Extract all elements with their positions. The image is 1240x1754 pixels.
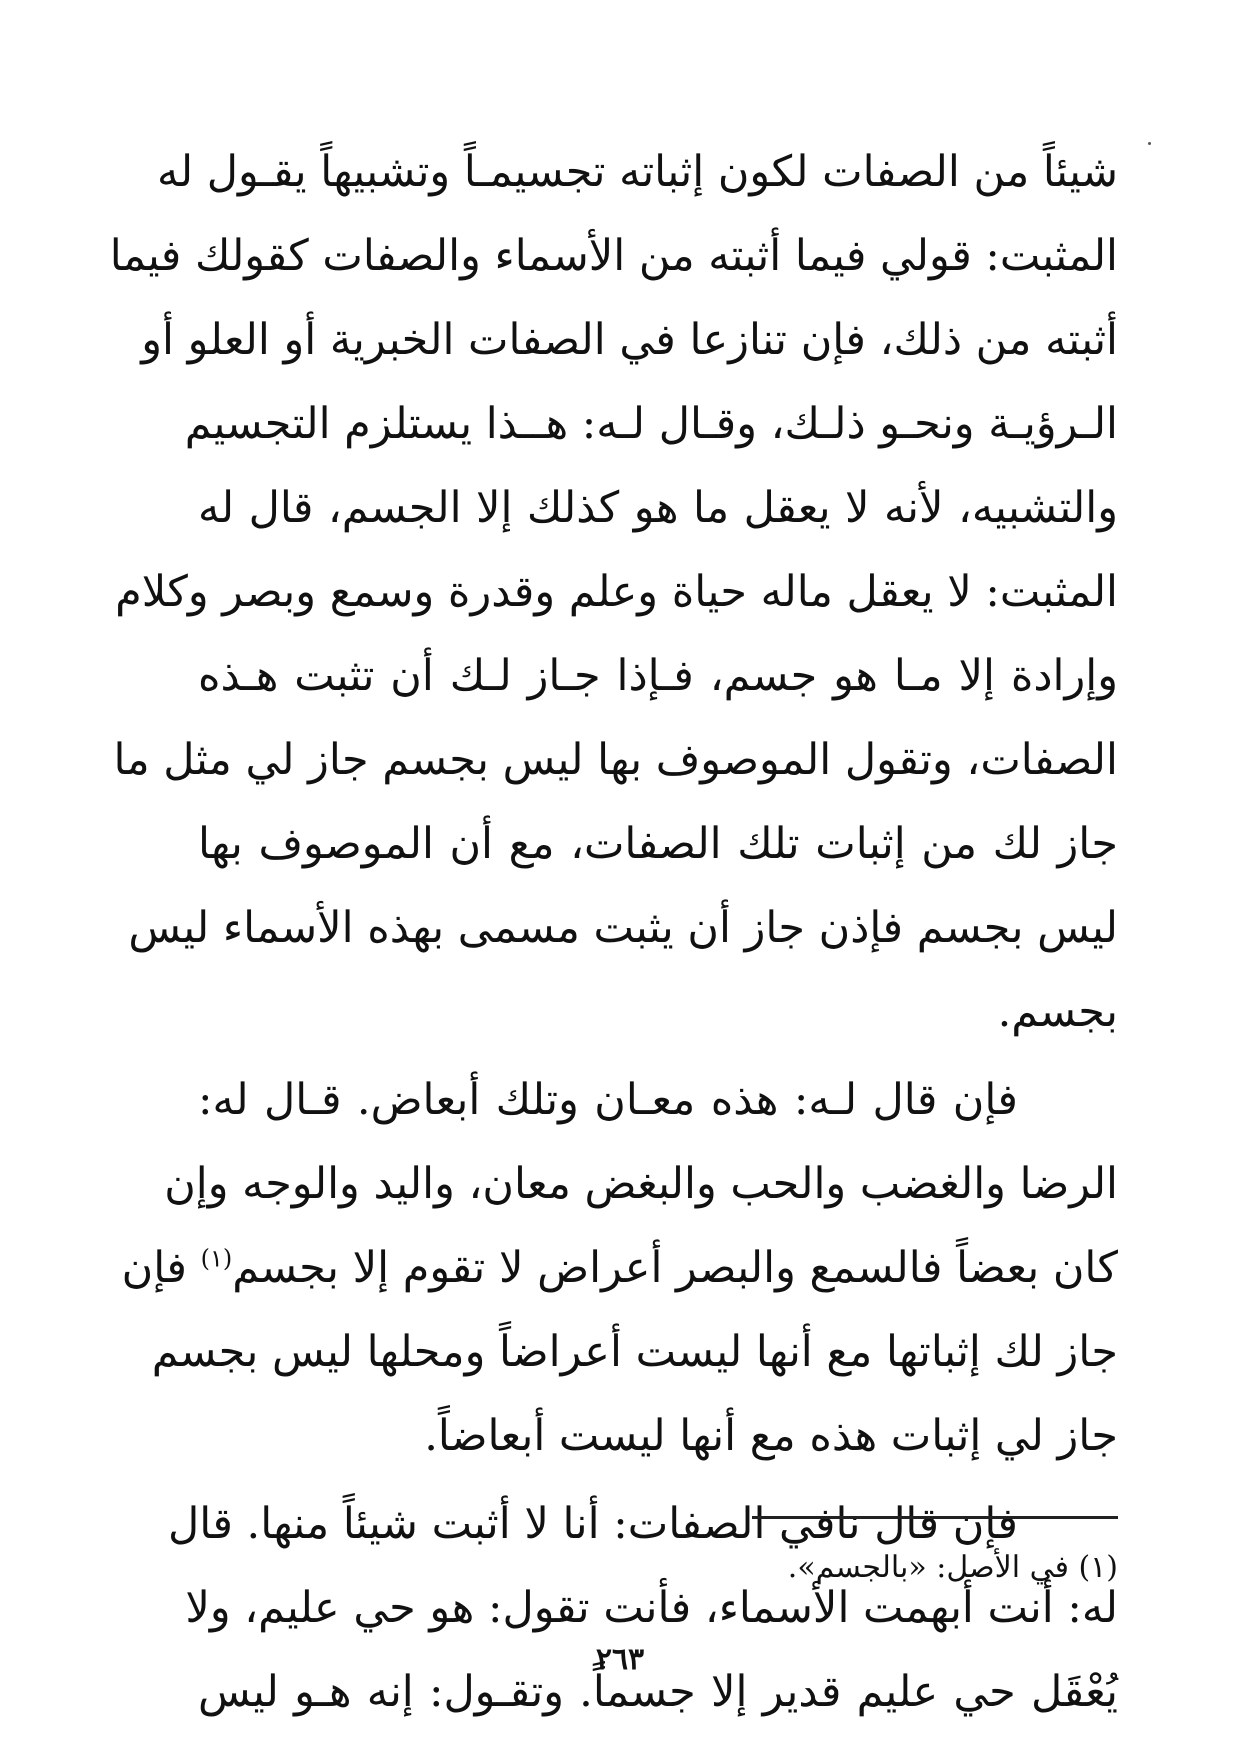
text-line: جاز لي إثبات هذه مع أنها ليست أبعاضاً. xyxy=(424,1411,1118,1461)
text-line: فإن قال لـه: هذه معـان وتلك أبعاض. قـال له: xyxy=(198,1075,1018,1125)
text-line: الصفات، وتقول الموصوف بها ليس بجسم جاز لي مثل ما xyxy=(113,735,1118,785)
text-fragment: كان بعضاً فالسمع والبصر أعراض لا تقوم إلا بجسم xyxy=(232,1243,1118,1293)
main-text xyxy=(109,130,1118,1734)
text-line: فإن قال نافي الصفات: أنا لا أثبت شيئاً منها. قال xyxy=(167,1499,1018,1549)
footnote-divider xyxy=(752,1516,1118,1519)
text-line: جاز لك من إثبات تلك الصفات، مع أن الموصوف بها xyxy=(198,819,1118,869)
footnote: (١) في الأصل: «بالجسم». xyxy=(787,1550,1118,1585)
page-number: ٢٦٣ xyxy=(595,1642,645,1677)
text-line: وإرادة إلا مـا هو جسم، فـإذا جـاز لـك أن تثبت هـذه xyxy=(198,651,1118,701)
text-line: جاز لك إثباتها مع أنها ليست أعراضاً ومحلها ليس بجسم xyxy=(151,1327,1118,1377)
text-line: بجسم. xyxy=(997,987,1118,1037)
text-fragment: فإن xyxy=(121,1243,201,1293)
paragraph-1 xyxy=(109,130,1118,1054)
text-line: الـرؤيـة ونحـو ذلـك، وقـال لـه: هــذا يستلزم التجسيم xyxy=(184,399,1118,449)
text-line: والتشبيه، لأنه لا يعقل ما هو كذلك إلا الجسم، قال له xyxy=(198,483,1118,533)
paragraph-3 xyxy=(167,1482,1118,1734)
scan-speck xyxy=(1148,142,1151,145)
text-line: شيئاً من الصفات لكون إثباته تجسيمـاً وتشبيهاً يقـول له xyxy=(156,147,1118,197)
text-line: المثبت: قولي فيما أثبته من الأسماء والصفات كقولك فيما xyxy=(109,231,1118,281)
text-line: المثبت: لا يعقل ماله حياة وعلم وقدرة وسمع وبصر وكلام xyxy=(115,567,1118,617)
paragraph-2 xyxy=(121,1058,1118,1478)
text-line: له: أنت أبهمت الأسماء، فأنت تقول: هو حي عليم، ولا xyxy=(185,1583,1118,1633)
text-line: يُعْقَل حي عليم قدير إلا جسماً. وتقـول: إنه هـو ليس xyxy=(198,1667,1118,1717)
footnote-reference[interactable]: (١) xyxy=(200,1244,233,1273)
text-line-with-footnote xyxy=(121,1226,1118,1310)
text-line: أثبته من ذلك، فإن تنازعا في الصفات الخبرية أو العلو أو xyxy=(141,315,1118,365)
text-line: ليس بجسم فإذن جاز أن يثبت مسمى بهذه الأسماء ليس xyxy=(128,903,1118,953)
text-line: الرضا والغضب والحب والبغض معان، واليد والوجه وإن xyxy=(164,1159,1118,1209)
